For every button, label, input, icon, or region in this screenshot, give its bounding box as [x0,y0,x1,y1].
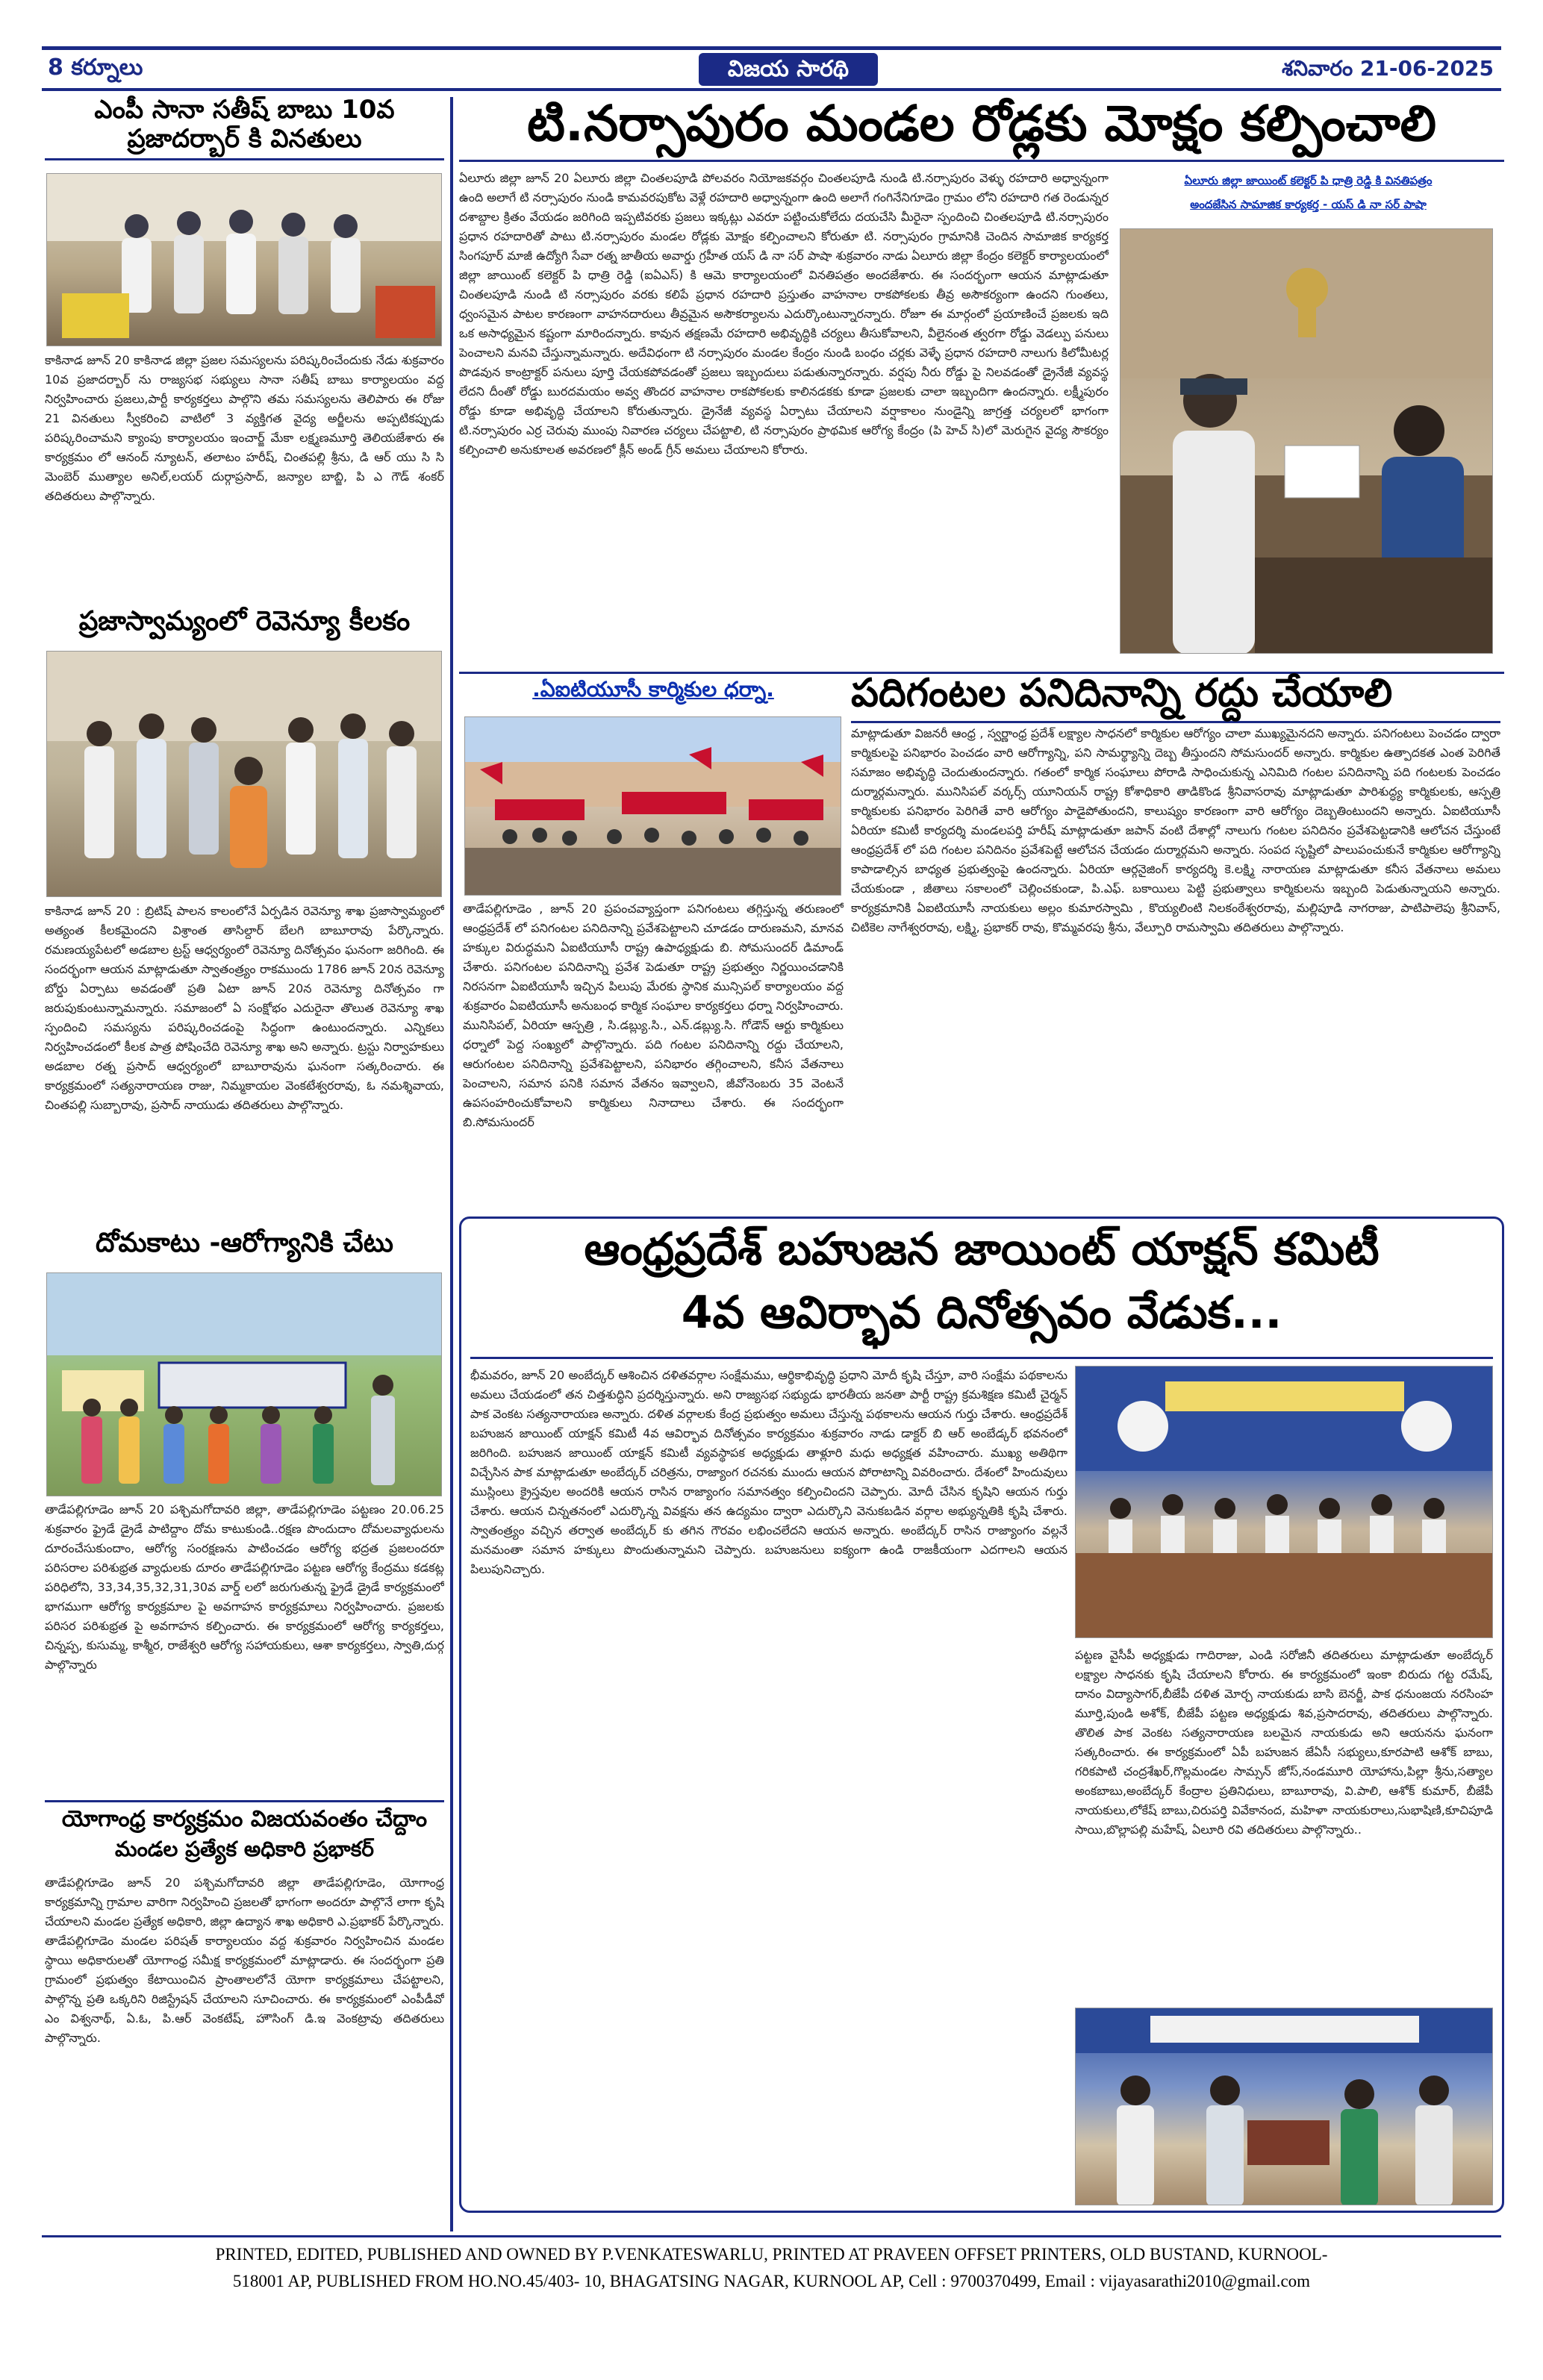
imprint-line-2: 518001 AP, PUBLISHED FROM HO.NO.45/403- 10, BHAGATSING NAGAR, KURNOOL AP, Cell : 9700370499, Email : vijayasarathi2010@gmail.com [232,2272,1311,2290]
protest-photo-drawing [465,717,841,896]
story3-body: తాడేపల్లిగూడెం జూన్ 20 పశ్చిమగోదావరి జిల్లా, తాడేపల్లిగూడెం పట్టణం 20.06.25 శుక్రవారం ఫ్రైడే డ్రైడే పాటిద్దాం దోమ కాటుకుండి..రక్షణ పొందుదాం దోమలవ్యాధులను దూరంచేసుకుందాం, ఆరోగ్య సంరక్షణను పాటించడం ఆరోగ్య భద్రత ప్రజలందరూ పరిసరాల పరిశుభ్రత వ్యాధులకు దూరం తాడేపల్లిగూడెం పట్టణ ఆరోగ్య కేంద్రము కడకట్ల పరిధిలోని, 33,34,35,32,31,30వ వార్డ్ లలో జరుగుతున్న ఫ్రైడే డ్రైడే కార్యక్రమంలో భాగముగా ఆరోగ్య కార్యక్రమాల పై అవగాహన కార్యక్రమాలు నిర్వహించారు. ప్రజలకు పరిసర పరిశుభ్రత పై అవగాహన కల్పించారు. ఈ కార్యక్రమంలో ఆరోగ్య కార్యకర్తలు, చిన్నప్ప, కుసుమ్మ, కాశ్మీర, రాజేశ్వరి ఆరోగ్య సహాయకులు, ఆశా కార్యకర్తలు, స్వాతి,దుర్గ పాల్గొన్నారు [45,1502,444,1672]
bahujan-body-left: భీమవరం, జూన్ 20 అంబేద్కర్ ఆశించిన దళితవర్గాల సంక్షేమము, ఆర్థికాభివృద్ధి ప్రధాని మోదీ కృషి చేస్తూ, వారి సంక్షేమ పథకాలను అమలు చేయడంలో తన చిత్తశుద్ధిని ప్రదర్శిస్తున్నారు. అని రాజ్యసభ సభ్యుడు భారతీయ జనతా పార్టీ రాష్ట్ర క్రమశిక్షణ కమిటీ చైర్మన్ పాక వెంకట సత్యనారాయణ అన్నారు. దళిత వర్గాలకు కేంద్ర ప్రభుత్వం అమలు చేస్తున్న పథకాలను ఆయన గుర్తు చేశారు. ఆంధ్రప్రదేశ్ బహుజన జాయింట్ యాక్షన్ కమిటీ 4వ ఆవిర్భావ దినోత్సవం కార్యక్రమం శుక్రవారం నాడు డాక్టర్ బి ఆర్ అంబేడ్కర్ భవనంలో జరిగింది. బహుజన జాయింట్ యాక్షన్ కమిటీ వ్యవస్థాపక అధ్యక్షుడు తాళ్లూరి మధు అధ్యక్షత వహించారు. ముఖ్య అతిథిగా విచ్చేసిన పాక మాట్లాడుతూ అంబేద్కర్ చరిత్రను, రాజ్యాంగ రచనకు ముందు ఆయన పోరాటాన్ని వివరించారు. దేశంలో హిందువులు ముస్లింలు క్రైస్తవుల అందరికి ఆయన రాసిన రాజ్యాంగం సమానత్వం కల్పించిందని చెప్పారు. మోదీ చేసిన కృషిని ఆయన గుర్తు చేశారు. ఆయన చిన్నతనంలో ఎదుర్కొన్న వివక్షను తన ఉద్యమం ద్వారా ఎదుర్కొని వెనుకబడిన వర్గాల అభ్యున్నతికి కృషి చేశారు. స్వాతంత్ర్యం వచ్చిన తర్వాత అంబేద్కర్ కు తగిన గౌరవం లభించలేదని ఆయన అన్నారు. అంబేద్కర్ రాసిన రాజ్యాంగం వల్లనే మనమంతా సమాన హక్కులు పొందుతున్నామని చెప్పారు. బహుజనులు ఐక్యంగా ఉండి రాజకీయంగా ఎదగాలని ఆయన పిలుపునిచ్చారు. [470,1368,1067,1576]
felicitation-photo-drawing [47,652,442,897]
bahujan-photo-2 [1075,2008,1493,2205]
footer-rule [42,2235,1501,2237]
issue-date: శనివారం 21-06-2025 [1281,56,1494,81]
roads-body: ఏలూరు జిల్లా జూన్ 20 ఏలూరు జిల్లా చింతలపూడి పోలవరం నియోజకవర్గం చింతలపూడి నుండి టి.నర్సాపురం వెళ్ళు రహదారి అధ్వాన్నంగా ఉంది అలాగే టి నర్సాపురం నుండి కామవరపుకోట వెళ్లే రహదారి అధ్వాన్నంగా ఉంది అలాగే గంగినేనిగూడెం గ్రామం లోని రహదారి గత రెండున్నర దశాబ్దాల క్రితం వేయడం జరిగింది ఇప్పటివరకు ప్రజలు ఇక్కట్లు ఎవరూ పట్టించుకోలేదు దయచేసి మీరైనా స్పందించి చింతలపూడి టి.నర్సాపురం ప్రధాన రహదారితో పాటు టి.నర్సాపురం మండల రోడ్లకు మోక్షం కల్పించాలని కోరుతూ టి. నర్సాపురం గ్రామానికి చెందిన సామాజిక కార్యకర్త సింగపూర్ మాజీ ఉద్యోగి సేవా రత్న జాతీయ అవార్డు గ్రహీత యస్ డి నా సర్ పాషా శుక్రవారం నాడు ఏలూరు జిల్లా కేంద్రం కలెక్టర్ కార్యాలయంలో జిల్లా జాయింట్ కలెక్టర్ పి ధాత్రి రెడ్డి (ఐఏఎస్) కి ఆమె కార్యాలయంలో వినతిపత్రం అందజేశారు. ఈ సందర్భంగా ఆయన మాట్లాడుతూ చింతలపూడి నుండి టి నర్సాపురం వరకు కలిపే ప్రధాన రహదారి ప్రస్తుతం వాహనాల రాకపోకలకు తీవ్ర అసౌకర్యంగా ఉందని గుంతలు, ధ్వంసమైన పాటల కారణంగా వాహనదారులు తీవ్రమైన అసౌకర్యాలను ఎదుర్కొంటున్నారన్నారు. రోజూ ఈ మార్గంలో ప్రయాణించే ప్రజలకు ఇది ఒక అసాధ్యమైన కష్టంగా మారిందన్నారు. కావున తక్షణమే రహదారి అభివృద్ధికి చర్యలు తీసుకోవాలని, వీలైనంత త్వరగా రోడ్డు వెడల్పు పనులు పెంచాలని మనవి చేస్తున్నామన్నారు. అదేవిధంగా టి నర్సాపురం మండల కేంద్రం నుండి బంధం చర్లకు వెళ్ళే ప్రధాన రహదారి నాలుగు కిలోమీటర్ల పొడవున కాంట్రాక్టర్ పనులు పూర్తి చేయకపోవడంతో ప్రజలు ఇబ్బందులు పడుతున్నారన్నారు. వర్షపు నీరు రోడ్డు పై నిలవడంతో డ్రైనేజీ వ్యవస్థ లేదని దీంతో రోడ్డు బురదమయం అవ్వ తొందర వాహనాల రాకపోకలకు కాలినడకకు కూడా ప్రజలకు చాలా ఇబ్బందిగా ఉందన్నారు. లక్ష్మీపురం రోడ్డు కూడా అభివృద్ధి చేయాలని కోరుతున్నారు. డ్రైనేజీ వ్యవస్థ ఏర్పాటు చేయాలని వర్షాకాలం నుండైన్ని జాగ్రత్త చర్యలలో భాగంగా టి.నర్సాపురం ఎర్ర చెరువు ముంపు నివారణ చర్యలు చేపట్టాలి, టి నర్సాపురం ప్రాథమిక ఆరోగ్య కేంద్రం (పి హెచ్ సి)లో మెరుగైన వైద్య సౌకర్యం కల్పించాలి అనుకూలత అవరణలో క్లీన్ అండ్ గ్రీన్ అమలు చేయాలని కోరారు. [459,171,1109,457]
page-label: 8 కర్నూలు [48,54,143,81]
roads-caption-1: ఏలూరు జిల్లా జాయింట్ కలెక్టర్ పి ధాత్రి రెడ్డి కి వినతిపత్రం [1184,174,1433,187]
story2-body: కాకినాడ జూన్ 20 : బ్రిటిష్ పాలన కాలంలోనే ఏర్పడిన రెవెన్యూ శాఖ ప్రజాస్వామ్యంలో అత్యంత కీలకమైందని విశ్రాంత తాసిల్దార్ బేలగి బాబూరావు పేర్కొన్నారు. రమణయ్యపేటలో అడబాల ట్రస్ట్ ఆధ్వర్యంలో రెవెన్యూ దినోత్సవం ఘనంగా జరిగింది. ఈ సందర్భంగా ఆయన మాట్లాడుతూ స్వాతంత్ర్యం రాకముందు 1786 జూన్ 20న రెవెన్యూ బోర్డు ఏర్పాటు అవడంతో ప్రతి ఏటా జూన్ 20న రెవెన్యూ దినోత్సవం గా జరుపుకుంటున్నామన్నారు. సమాజంలో ఏ సంక్షోభం ఎదురైనా తొలుత రెవెన్యూ శాఖ స్పందించి సమస్యను పరిష్కరించడంపై సిద్ధంగా ఉంటుందన్నారు. ఎన్నికలు నిర్వహించడంలో కీలక పాత్ర పోషించేది రెవెన్యూ శాఖ అని అన్నారు. ట్రస్టు నిర్వాహకులు అడబాల రత్న ప్రసాద్ ఆధ్వర్యంలో బాబూరావును ఘనంగా సత్కరించారు. ఈ కార్యక్రమంలో సత్యనారాయణ రాజు, నిమ్మకాయల వెంకటేశ్వరరావు, ఓ నమశ్శివాయ, చింతపల్లి సుబ్బారావు, ప్రసాద్ నాయుడు తదితరులు పాల్గొన్నారు. [45,904,444,1112]
bahujan-headline-1: ఆంధ్రప్రదేశ్ బహుజన జాయింట్ యాక్షన్ కమిటీ [584,1223,1380,1275]
story4-body: తాడేపల్లిగూడెం జూన్ 20 పశ్చిమగోదావరి జిల్లా తాడేపల్లిగూడెం, యోగాంధ్ర కార్యక్రమాన్ని గ్రామాల వారిగా నిర్వహించి ప్రజలతో భాగంగా అందరూ పాల్గొనే లాగా కృషి చేయాలని మండల ప్రత్యేక అధికారి, జిల్లా ఉద్యాన శాఖ అధికారి ఎ.ప్రభాకర్ పేర్కొన్నారు. తాడేపల్లిగూడెం మండల పరిషత్ కార్యాలయం వద్ద శుక్రవారం నిర్వహించిన మండల స్థాయి అధికారులతో యోగాంధ్ర సమీక్ష కార్యక్రమంలో మాట్లాడారు. ఈ సందర్భంగా ప్రతి గ్రామంలో ప్రభుత్వం కేటాయించిన ప్రాంతాలలోనే యోగా కార్యక్రమాలు చేపట్టాలని, పాల్గొన్న ప్రతి ఒక్కరిని రిజిస్ట్రేషన్ చేయాలని సూచించారు. ఈ కార్యక్రమంలో ఎంపీడీవో ఎం విశ్వనాథ్, ఏ.ఓ, పి.ఆర్ వెంకటేష్, హౌసింగ్ డి.ఇ వెంకట్రావు తదితరులు పాల్గొన్నారు. [45,1875,444,2045]
dharna-headline: .ఏఐటియూసీ కార్మికుల ధర్నా. [532,677,774,702]
story3-headline: దోమకాటు -ఆరోగ్యానికి చేటు [96,1228,393,1258]
stage-photo-drawing [1076,1367,1493,1638]
group-photo-drawing [47,174,442,346]
workday-body: మాట్లాడుతూ విజనరీ ఆంధ్ర , స్వర్ణాంధ్ర ప్రదేశ్ లక్ష్యాల సాధనలో కార్మికుల ఆరోగ్యం చాలా ముఖ్యమైనదని అన్నారు. పనిగంటలు పెంచడం ద్వారా కార్మికులపై పనిభారం పెంచడం వారి ఆరోగ్యాన్ని, పని సామర్థ్యాన్ని దెబ్బ తీస్తుందని సోమసుందర్ అన్నారు. కార్మికుల ఉత్పాదకత ఎంత పెరిగితే సమాజం అభివృద్ధి చెందుతుందన్నారు. గతంలో కార్మిక సంఘాలు పోరాడి సాధించుకున్న ఎనిమిది గంటల పనిదినాన్ని పది గంటలకు పెంచడం దుర్మార్గమన్నారు. మునిసిపల్ వర్కర్స్ యూనియన్ రాష్ట్ర కోశాధికారి తాడికొండ శ్రీనివాసరావు మాట్లాడుతూ పారిశుద్ధ్య కార్మికులకు, ఆస్పత్రి కార్మికులకు పనిభారం పెరిగితే వారి ఆరోగ్యం పాడైపోతుందని, కాలుష్యం కారణంగా వారి ఆరోగ్యం దెబ్బతింటుందని అన్నారు. ఏఐటియూసీ ఏరియా కమిటీ కార్యదర్శి మండలపర్తి హరీష్ మాట్లాడుతూ జపాన్ వంటి దేశాల్లో నాలుగు గంటల పనిదినం ప్రవేశపెట్టడానికి ఆలోచన చేస్తుంటే ఆంధ్రప్రదేశ్ లో పది గంటల పనిదినం ప్రవేశపెట్టే ఆలోచన చేయడం దుర్మార్గమని అన్నారు. సంపద సృష్టిలో పాలుపంచుకునే కార్మికుల ఆరోగ్యాన్ని కాపాడాల్సిన బాధ్యత ప్రభుత్వంపై ఉందన్నారు. ఏరియా ఆర్గనైజింగ్ కార్యదర్శి కె.లక్ష్మి నారాయణ మాట్లాడుతూ కనీస వేతనాలు అమలు చేయకుండా , జీతాలు సకాలంలో చెల్లించకుండా, పి.ఎఫ్. బకాయిలు పెట్టి ప్రభుత్వాలు కార్మికులను ఇబ్బంది పెడుతున్నాయని అన్నారు. కార్యక్రమానికి ఏఐటియూసీ నాయకులు అల్లం కుమారస్వామి , కొయ్యలింటి నిలకంఠేశ్వరరావు, మల్లిపూడి నాగరాజు, పాటిపాలెపు శ్రీనివాస్, చిటికెల నాగేశ్వరరావు, లక్ష్మి, ప్రభాకర్ రావు, కొమ్మవరపు శ్రీను, వేల్పూరి రామస్వామి తదితరులు పాల్గొన్నారు. [851,726,1500,934]
awareness-photo-drawing [47,1273,442,1496]
story4-subheadline: మండల ప్రత్యేక అధికారి ప్రభాకర్ [114,1837,375,1861]
dharna-photo [464,716,841,896]
bahujan-body-right: పట్టణ వైసీపీ అధ్యక్షుడు గాదిరాజు, ఎండి సరోజినీ తదితరులు మాట్లాడుతూ అంబేద్కర్ లక్ష్యాల సాధనకు కృషి చేయాలని కోరారు. ఈ కార్యక్రమంలో ఇంకా బిరుదు గట్ట రమేష్, దానం విద్యాసాగర్,బీజేపీ దళిత మోర్చ నాయకుడు బాసి బెనర్జీ, పాక ధనుంజయ నరసింహ మూర్తి,పుండి అశోక్, బీజేపీ పట్టణ అధ్యక్షుడు శివ,ప్రసాదరావు, తదితరులు పాల్గొన్నారు. తొలిత పాక వెంకట సత్యనారాయణ బలమైన నాయకుడు అని ఆయనను ఘనంగా సత్కరించారు. ఈ కార్యక్రమంలో ఏపీ బహుజన జేఏసీ సభ్యులు,కూరపాటి ఆశోక్ బాబు, గరికపాటి చంద్రశేఖర్,గొల్లమండల సామ్సన్ జోస్,నండమూరి యోహాను,పిల్లా శ్రీను,సత్యాల అంకబాబు,అంబేద్కర్ కేంద్రాల ప్రతినిధులు, బాబూరావు, వి.పాలి, ఆశోక్ కుమార్, బీజేపీ నాయకులు,లోకేష్ బాబు,చిరుపర్తి వివేకానంద, మహిళా నాయకురాలు,సుభాషిణి,కూచిపూడి సాయి,బొల్లాపల్లి మహేష్, ఏలూరి రవి తదితరులు పాల్గొన్నారు.. [1075,1648,1493,1837]
award-photo-drawing [1076,2008,1493,2205]
roads-headline: టి.నర్సాపురం మండల రోడ్లకు మోక్షం కల్పించాలి [459,96,1504,162]
paper-name: విజయ సారథి [699,53,878,86]
dharna-body: తాడేపల్లిగూడెం , జూన్ 20 ప్రపంచవ్యాప్తంగా పనిగంటలు తగ్గిస్తున్న తరుణంలో ఆంధ్రప్రదేశ్ లో పనిగంటల పనిదినాన్ని ప్రవేశపెట్టాలని చూడడం దారుణమని, మానవ హక్కుల విరుద్ధమని ఏఐటియూసీ రాష్ట్ర ఉపాధ్యక్షుడు బి. సోమసుందర్ డిమాండ్ చేశారు. పనిగంటల పనిదినాన్ని ప్రవేశ పెడుతూ రాష్ట్ర ప్రభుత్వం నిర్ణయించడానికి నిరసనగా ఏఐటియూసీ ఇచ్చిన పిలుపు మేరకు స్థానిక మున్సిపల్ కార్యాలయం వద్ద శుక్రవారం ఏఐటియూసీ అనుబంధ కార్మిక సంఘాల కార్యకర్తలు ధర్నా నిర్వహించారు. మునిసిపల్, ఏరియా ఆస్పత్రి , సి.డబ్ల్యు.సి., ఎన్.డబ్ల్యు.సి. గోడౌన్ ఆర్టు కార్మికులు ధర్నాలో పెద్ద సంఖ్యలో పాల్గొన్నారు. పది గంటల పనిదినాన్ని రద్దు చేయాలని, ఆరుగంటల పనిదినాన్ని ప్రవేశపెట్టాలని, పనిభారం తగ్గించాలని, కనీస వేతనాలు పెంచాలని, సమాన పనికి సమాన వేతనం ఇవ్వాలని, జీవోనెంబరు 35 వెంటనే ఉపసంహరించుకోవాలని కార్మికులు నినాదాలు చేశారు. ఈ సందర్భంగా బి.సోమసుందర్ [463,902,844,1129]
story1-photo [46,173,442,346]
roads-photo [1120,228,1493,654]
story4-headline: యోగాంధ్ర కార్యక్రమం విజయవంతం చేద్దాం [45,1800,444,1833]
story2-headline: ప్రజాస్వామ్యంలో రెవెన్యూ కీలకం [78,606,411,637]
imprint-line-1: PRINTED, EDITED, PUBLISHED AND OWNED BY P.VENKATESWARLU, PRINTED AT PRAVEEN OFFSET PRINTERS, OLD BUSTAND, KURNOOL- [215,2245,1328,2264]
story2-photo [46,651,442,897]
masthead [42,46,1501,91]
story1-body: కాకినాడ జూన్ 20 కాకినాడ జిల్లా ప్రజల సమస్యలను పరిష్కరించేందుకు నేడు శుక్రవారం 10వ ప్రజాదర్బార్ ను రాజ్యసభ సభ్యులు సానా సతీష్ బాబు కార్యాలయం వద్ద నిర్వహించారు ప్రజలు,పార్టీ కార్యకర్తలు పాల్గొని తమ సమస్యలను తెలిపారు ఈ రోజు 21 వినతులు స్వీకరించి వాటిలో 3 వ్యక్తిగత వైద్య అర్జీలను అప్పటికప్పుడు పరిష్కరించామని క్యాంపు కార్యాలయం ఇంచార్జ్ మేకా లక్ష్మణమూర్తి తెలియజేశారు ఈ కార్యక్రమం లో ఆనంద్ న్యూటన్, తలాటం హరీష్, చింతపల్లి శ్రీను, డి ఆర్ యు సి సి మెంబెర్ ముత్యాల అనిల్,లయర్ దుర్గాప్రసాద్, జన్యాల బాబ్జి, పి ఎ గౌడ్ శంకర్ తదితరులు పాల్గొన్నారు. [45,353,444,503]
bahujan-headline-2: 4వ ఆవిర్భావ దినోత్సవం వేడుక... [681,1287,1282,1339]
workday-headline: పదిగంటల పనిదినాన్ని రద్దు చేయాలి [851,672,1500,723]
bahujan-photo-1 [1075,1366,1493,1638]
memorandum-photo-drawing [1120,229,1493,654]
bahujan-rule [470,1357,1493,1359]
story1-headline: ఎంపీ సానా సతీష్ బాబు 10వ ప్రజాదర్బార్ కి వినతులు [45,96,444,160]
column-divider [450,97,453,2231]
roads-caption-2: అందజేసిన సామాజిక కార్యకర్త - యస్ డి నా సర్ పాషా [1190,198,1427,211]
story3-photo [46,1272,442,1496]
